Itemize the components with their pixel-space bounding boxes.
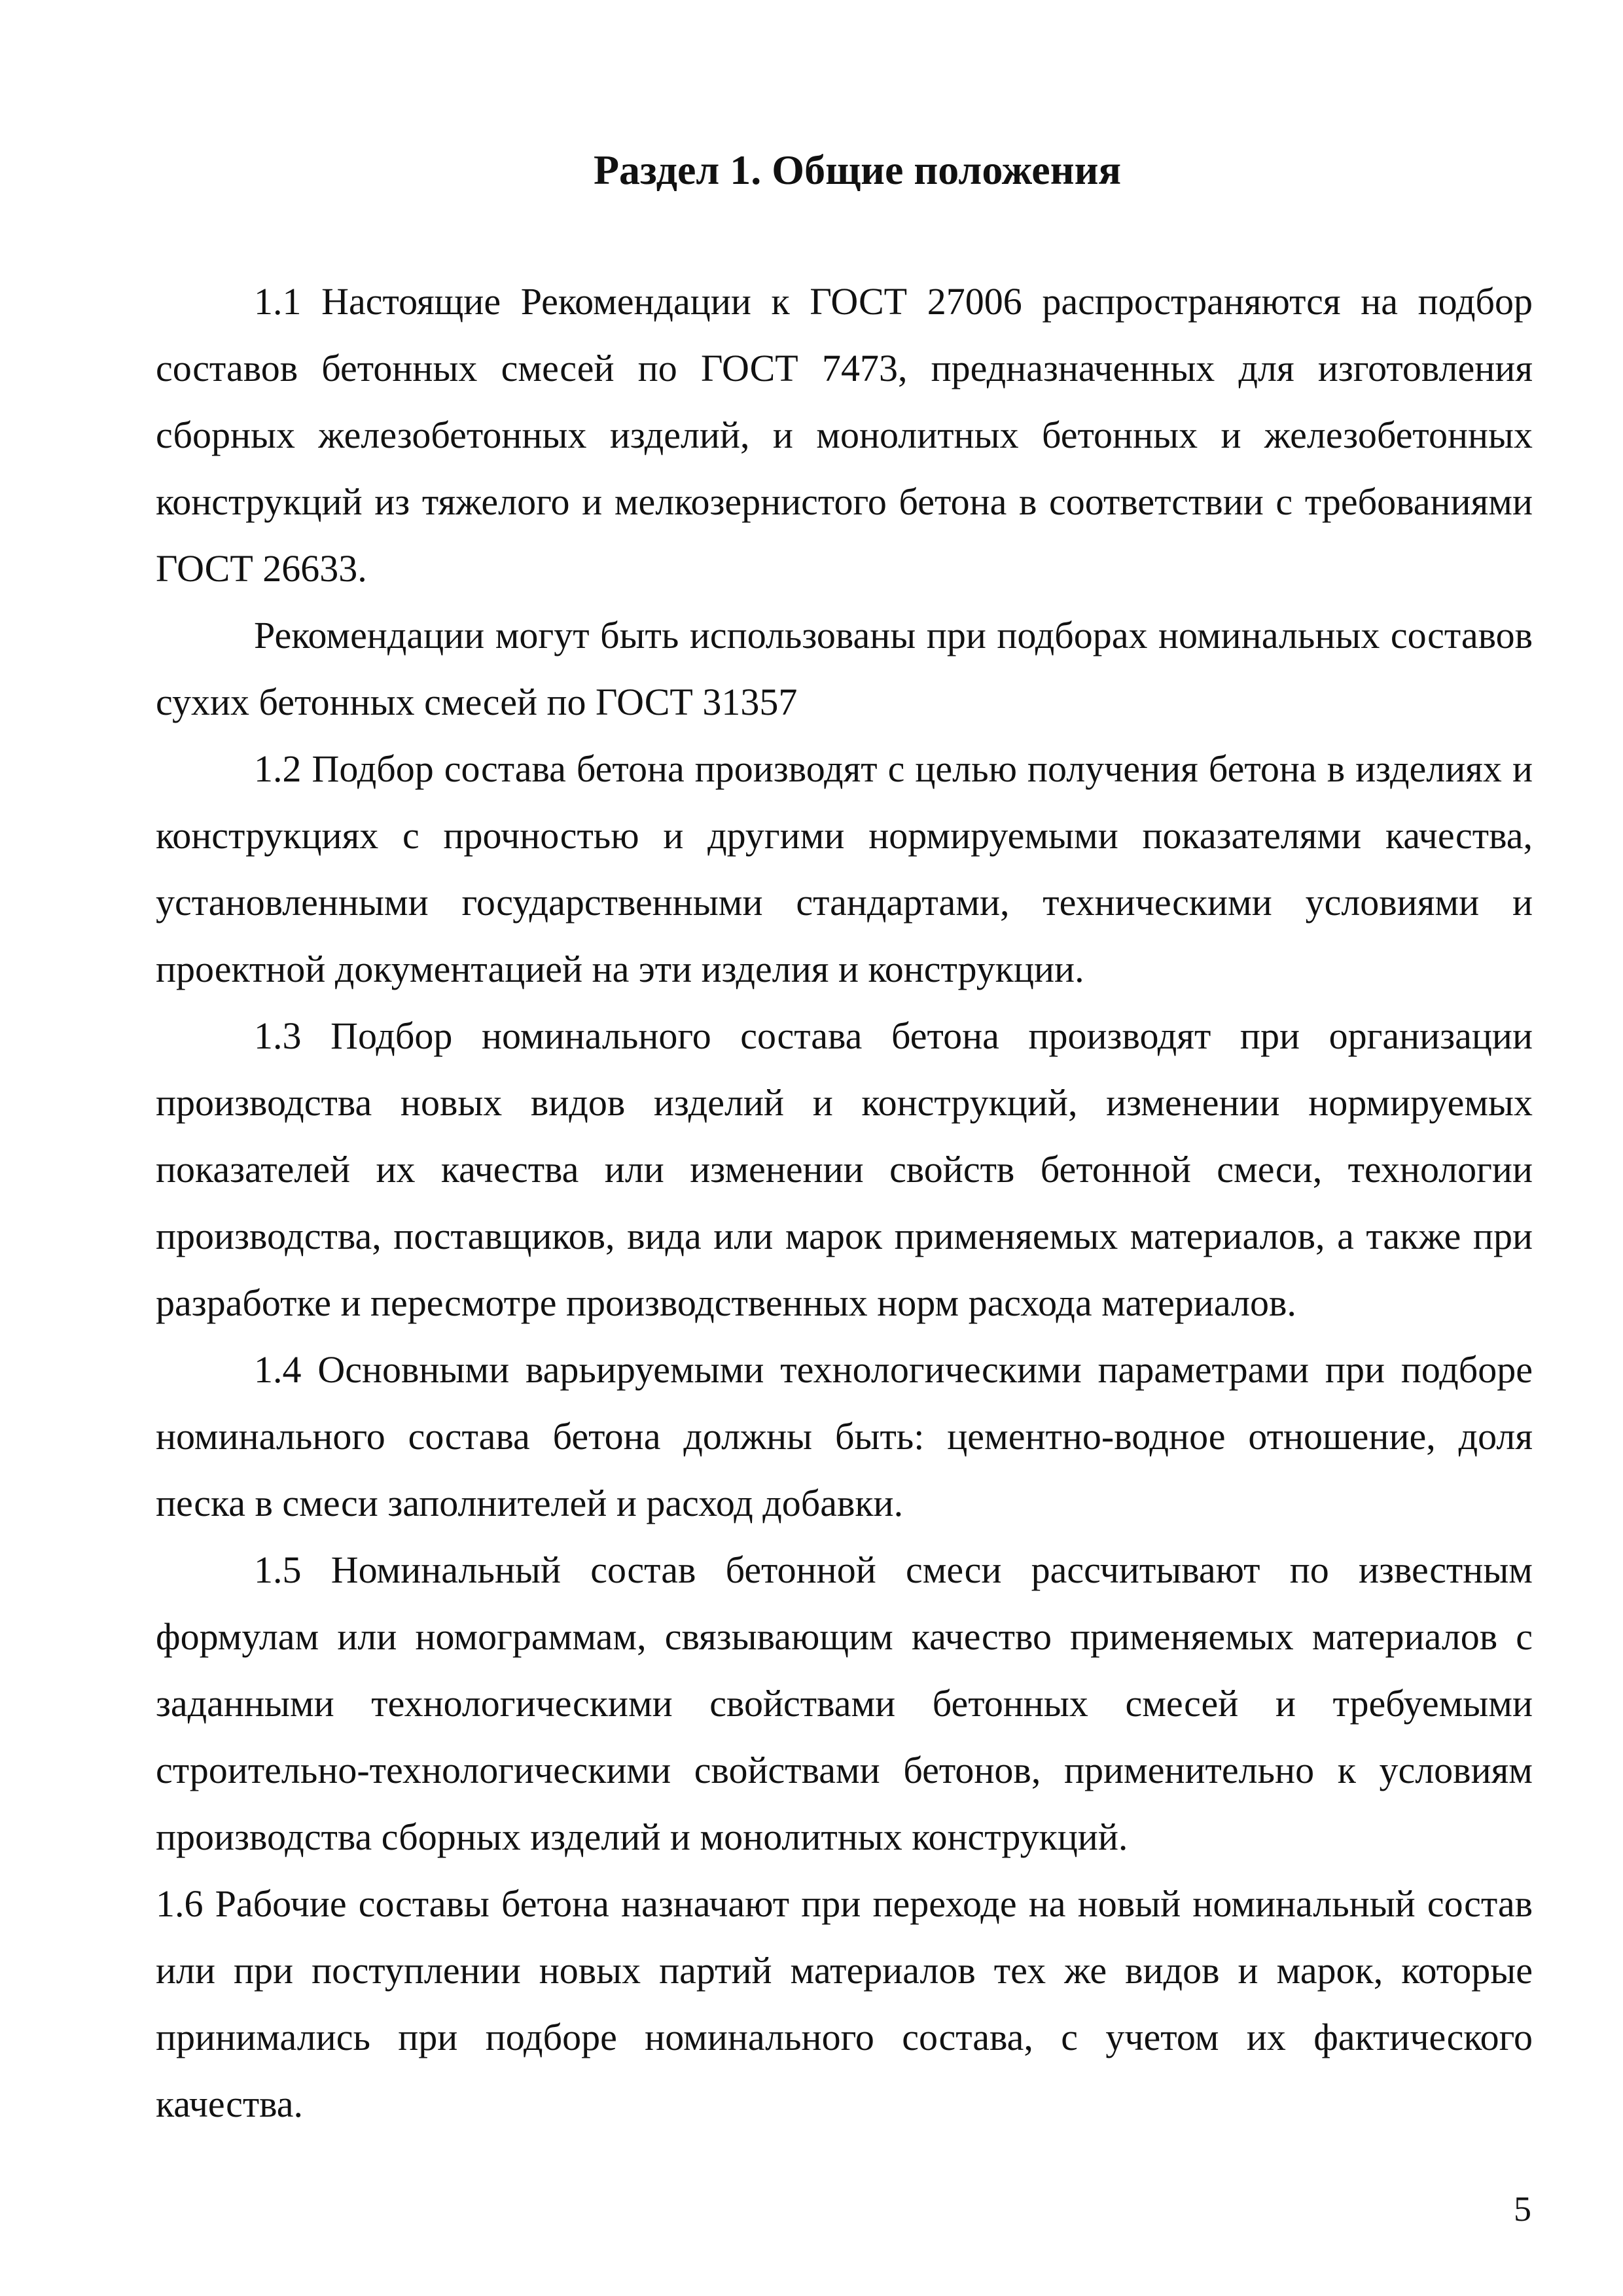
paragraph-1-4: 1.4 Основными варьируемыми технологическими параметрами при подборе номинального состава бетона должны быть: цементно-водное отношение, доля песка в смеси заполнителей и расход добавки. [156, 1348, 1533, 1524]
paragraph-1-1-note: Рекомендации могут быть использованы при подборах номинальных составов сухих бетонных смесей по ГОСТ 31357 [156, 614, 1533, 723]
paragraph-1-1: 1.1 Настоящие Рекомендации к ГОСТ 27006 распространяются на подбор составов бетонных смесей по ГОСТ 7473, предназначенных для изготовления сборных железобетонных изделий, и монолитных бетонных и железобетонных конструкций из тяжелого и мелкозернистого бетона в соответствии с требованиями ГОСТ 26633. [156, 280, 1533, 590]
section-title: Раздел 1. Общие положения [593, 147, 1122, 193]
paragraph-1-2: 1.2 Подбор состава бетона производят с целью получения бетона в изделиях и конструкциях с прочностью и другими нормируемыми показателями качества, установленными государственными стандартами, техническими условиями и проектной документацией на эти изделия и конструкции. [156, 747, 1533, 990]
page-number: 5 [1514, 2189, 1531, 2229]
paragraph-1-6: 1.6 Рабочие составы бетона назначают при переходе на новый номинальный состав или при поступлении новых партий материалов тех же видов и марок, которые принимались при подборе номинального состава, с учетом их фактического качества. [156, 1882, 1533, 2125]
document-body [156, 268, 1533, 2138]
paragraph-1-5: 1.5 Номинальный состав бетонной смеси рассчитывают по известным формулам или номограммам, связывающим качество применяемых материалов с заданными технологическими свойствами бетонных смесей и требуемыми строительно-технологическими свойствами бетонов, применительно к условиям производства сборных изделий и монолитных конструкций. [156, 1549, 1533, 1858]
paragraph-1-3: 1.3 Подбор номинального состава бетона производят при организации производства новых видов изделий и конструкций, изменении нормируемых показателей их качества или изменении свойств бетонной смеси, технологии производства, поставщиков, вида или марок применяемых материалов, а также при разработке и пересмотре производственных норм расхода материалов. [156, 1014, 1533, 1324]
